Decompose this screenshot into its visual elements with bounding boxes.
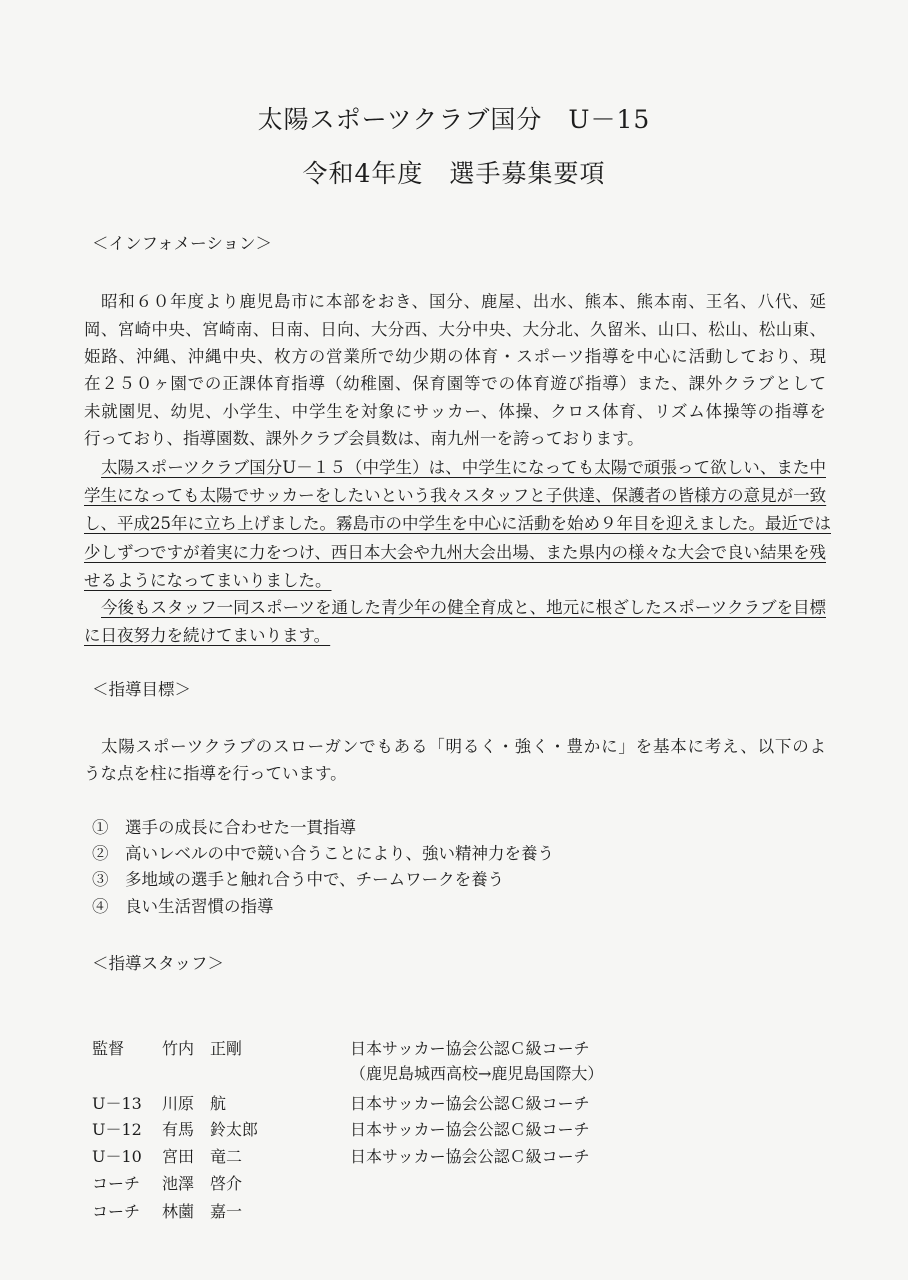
staff-heading: ＜指導スタッフ＞	[92, 954, 224, 973]
staff-name: 川原 航	[162, 1094, 227, 1113]
staff-role: U－10	[92, 1147, 142, 1166]
staff-qualification: 日本サッカー協会公認Ｃ級コーチ	[350, 1039, 590, 1058]
text-line: 昭和６０年度より鹿児島市に本部をおき、国分、鹿屋、出水、熊本、熊本南、王名、八代、延	[101, 292, 826, 311]
staff-name: 池澤 啓介	[162, 1174, 243, 1193]
list-item: ③ 多地域の選手と触れ合う中で、チームワークを養う	[92, 870, 505, 889]
info-heading: ＜インフォメーション＞	[92, 234, 273, 253]
text-line: 太陽スポーツクラブのスローガンでもある「明るく・強く・豊かに」を基本に考え、以下のよ	[101, 737, 826, 756]
text-line: し、平成25年に立ち上げました。霧島市の中学生を中心に活動を始め９年目を迎えました。最近では	[84, 514, 831, 533]
text-line: 在２５０ヶ園での正課体育指導（幼稚園、保育園等での体育遊び指導）また、課外クラブとして	[84, 374, 826, 393]
goals-heading: ＜指導目標＞	[92, 680, 191, 699]
staff-role: 監督	[92, 1039, 125, 1058]
document-subtitle: 令和4年度 選手募集要項	[302, 159, 606, 188]
staff-name: 林薗 嘉一	[162, 1202, 243, 1221]
staff-name: 有馬 鈴太郎	[162, 1120, 259, 1139]
staff-name: 宮田 竜二	[162, 1147, 243, 1166]
text-line: 岡、宮崎中央、宮崎南、日南、日向、大分西、大分中央、大分北、久留米、山口、松山、松山東、	[84, 320, 826, 339]
text-line: うな点を柱に指導を行っています。	[84, 764, 347, 783]
staff-qualification: 日本サッカー協会公認Ｃ級コーチ	[350, 1094, 590, 1113]
staff-qualification: 日本サッカー協会公認Ｃ級コーチ	[350, 1120, 590, 1139]
list-item: ② 高いレベルの中で競い合うことにより、強い精神力を養う	[92, 844, 554, 863]
text-line: せるようになってまいりました。	[84, 571, 332, 590]
text-line: 学生になっても太陽でサッカーをしたいという我々スタッフと子供達、保護者の皆様方の意見が一致	[84, 486, 827, 505]
list-item: ① 選手の成長に合わせた一貫指導	[92, 818, 356, 837]
text-line: 未就園児、幼児、小学生、中学生を対象にサッカー、体操、クロス体育、リズム体操等の指導を	[84, 402, 826, 421]
document-title: 太陽スポーツクラブ国分 U－15	[257, 105, 651, 134]
staff-qualification: 日本サッカー協会公認Ｃ級コーチ	[350, 1147, 590, 1166]
staff-role: コーチ	[92, 1202, 141, 1221]
text-line: に日夜努力を続けてまいります。	[84, 626, 331, 645]
list-item: ④ 良い生活習慣の指導	[92, 897, 274, 916]
staff-role: U－12	[92, 1120, 142, 1139]
text-line: 少しずつですが着実に力をつけ、西日本大会や九州大会出場、また県内の様々な大会で良い結果を残	[84, 543, 826, 562]
text-line: 姫路、沖縄、沖縄中央、枚方の営業所で幼少期の体育・スポーツ指導を中心に活動しており、現	[84, 347, 826, 366]
staff-note: （鹿児島城西高校→鹿児島国際大）	[350, 1064, 604, 1083]
text-line: 今後もスタッフ一同スポーツを通した青少年の健全育成と、地元に根ざしたスポーツクラブを目標	[101, 598, 826, 617]
text-line: 行っており、指導園数、課外クラブ会員数は、南九州一を誇っております。	[84, 429, 644, 448]
staff-role: U－13	[92, 1094, 142, 1113]
text-line: 太陽スポーツクラブ国分U－１５（中学生）は、中学生になっても太陽で頑張って欲しい、また中	[101, 458, 826, 477]
staff-role: コーチ	[92, 1174, 141, 1193]
staff-name: 竹内 正剛	[162, 1039, 243, 1058]
